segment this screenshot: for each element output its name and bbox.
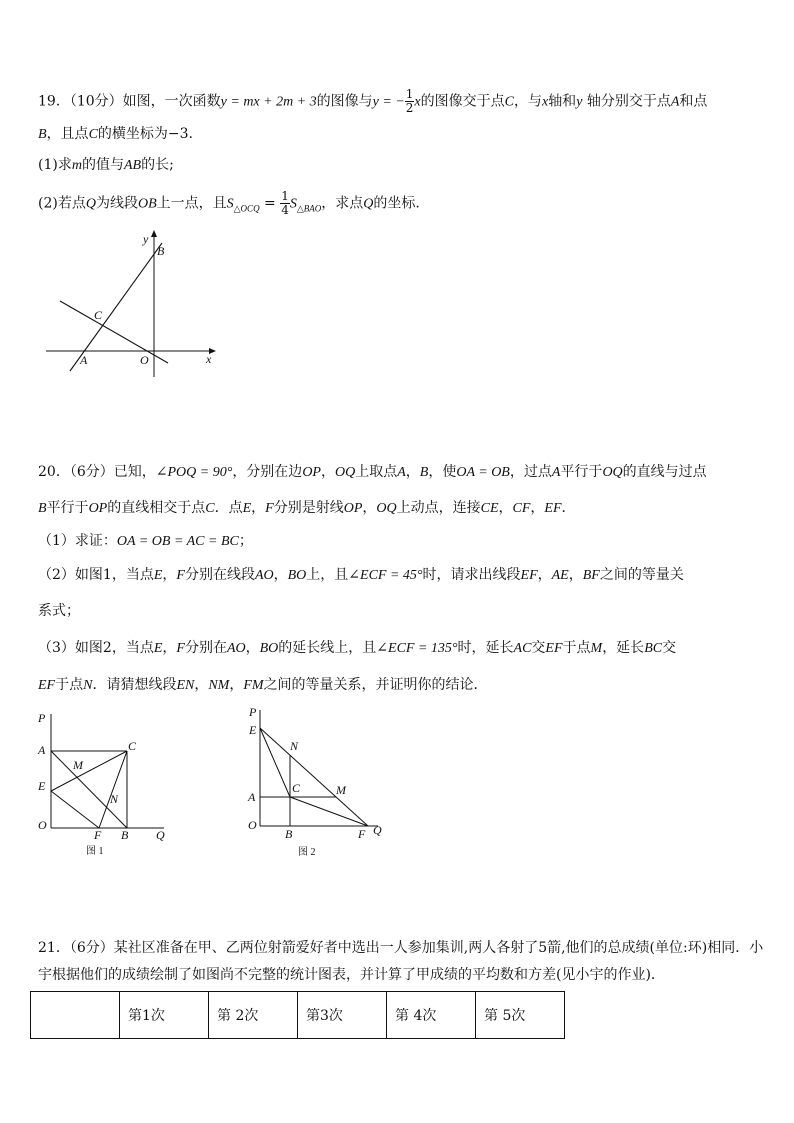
label-C: C (128, 739, 137, 753)
score-table (30, 991, 565, 1039)
table-header-cell: 第 5次 (476, 992, 565, 1039)
label-P: P (249, 705, 257, 719)
label-P: P (38, 711, 46, 725)
label-Q: Q (156, 828, 165, 842)
label-x: x (206, 352, 212, 366)
segment-ce (51, 751, 127, 791)
table-header-cell: 第 2次 (209, 992, 298, 1039)
label-E: E (38, 779, 46, 793)
q20-figure-2 (238, 704, 398, 860)
segment-cf (99, 751, 127, 828)
label-O: O (248, 818, 257, 832)
q19-part2: (2)若点Q为线段OB上一点，且$S_{\triangle OCQ}$ = $\frac{1}{4}$ $S_{\triangle BAO}$，求点Q的坐标. (38, 189, 420, 217)
label-N: N (110, 792, 119, 806)
label-F: F (94, 828, 102, 842)
segment-ec (260, 728, 290, 797)
label-A: A (248, 790, 256, 804)
label-F: F (358, 827, 366, 841)
fraction-quarter: $\frac{1}{4}$ (281, 189, 289, 217)
label-B: B (121, 828, 129, 842)
q20-sub3-cont: EF于点N．请猜想线段EN，NM，FM之间的等量关系，并证明你的结论． (38, 677, 488, 693)
segment-ab (51, 751, 127, 828)
q20-line2: B平行于OP的直线相交于点C．点E，F分别是射线OP，OQ上动点，连接CE，CF，EF． (38, 500, 576, 516)
q21-line2: 宇根据他们的成绩绘制了如图尚不完整的统计图表，并计算了甲成绩的平均数和方差(见小宇的作业)． (38, 967, 665, 983)
label-B: B (157, 244, 165, 258)
q20-figure-1 (30, 708, 180, 860)
q19-figure (40, 225, 230, 385)
label-M: M (73, 758, 83, 772)
q20-line1: 20．（6分）已知，∠POQ = 90°，分别在边OP，OQ上取点A，B，使OA = OB，过点A平行于OQ的直线与过点 (38, 464, 707, 480)
segment-ef (260, 728, 368, 826)
q20-sub2-cont: 系式； (38, 603, 80, 619)
label-C: C (94, 308, 103, 322)
label-y: y (143, 232, 149, 246)
q20-sub3: （3）如图2，当点E，F分别在AO，BO的延长线上，且∠ECF = 135°时，延长AC交EF于点M，延长BC交 (38, 640, 677, 656)
table-header-cell: 第3次 (298, 992, 387, 1039)
figure-1-caption: 图 1 (86, 846, 104, 857)
label-N: N (290, 739, 299, 753)
q20-sub2: （2）如图1，当点E，F分别在线段AO，BO上，且∠ECF = 45°时，请求出线段EF，AE，BF之间的等量关 (38, 567, 684, 583)
segment-ef (51, 791, 99, 828)
label-A: A (80, 353, 88, 367)
q21-line1: 21．（6分）某社区准备在甲、乙两位射箭爱好者中选出一人参加集训,两人各射了5箭,他们的总成绩(单位:环)相同．小 (38, 940, 764, 956)
fraction-half: $\frac{1}{2}$ (405, 87, 414, 115)
label-O: O (38, 818, 47, 832)
label-A: A (38, 743, 46, 757)
q19-line1: 19．（10分）如图，一次函数y = mx + 2m + 3的图像与y = − $\frac{1}{2}$ x的图像交于点C，与x轴和y 轴分别交于点A和点 (38, 87, 708, 115)
label-M: M (336, 783, 346, 797)
segment-cf (290, 797, 368, 826)
table-header-cell (31, 992, 120, 1039)
label-E: E (249, 723, 257, 737)
label-O: O (140, 353, 149, 367)
table-header-cell: 第1次 (120, 992, 209, 1039)
q19-expr1: y = mx + 2m + 3 (220, 94, 317, 110)
q19-part1: (1)求m的值与AB的长; (38, 157, 174, 173)
label-B: B (285, 827, 293, 841)
q19-line2: B，且点C的横坐标为−3. (38, 126, 193, 142)
table-header-cell: 第 4次 (387, 992, 476, 1039)
label-C: C (292, 781, 301, 795)
q20-sub1: （1）求证：OA = OB = AC = BC； (38, 533, 253, 549)
table-row (31, 992, 565, 1039)
y-axis-arrow (151, 230, 157, 237)
figure-2-caption: 图 2 (298, 847, 316, 858)
label-Q: Q (373, 823, 382, 837)
